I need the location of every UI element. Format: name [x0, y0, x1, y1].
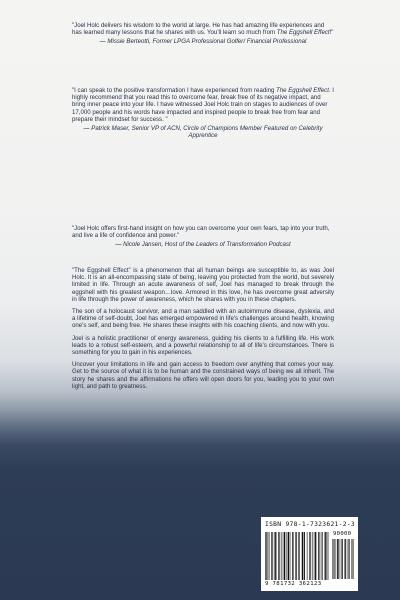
barcode-bar [314, 532, 315, 580]
barcode-bar [278, 532, 279, 580]
price-code-label: 90000 [333, 531, 352, 537]
testimonial-1-attribution: — Missie Berteotti, Former LPGA Professional Golfer/ Financial Professional [99, 37, 307, 45]
barcode-bar [307, 532, 308, 580]
barcode-bar [281, 532, 282, 580]
barcode-bar [295, 532, 296, 580]
testimonial-3-text: "Joel Holc offers first-hand insight on how you can overcome your own fears, tap into your truth, and live a life of confidence and power." [72, 225, 330, 240]
isbn-barcode [261, 517, 358, 591]
barcode-bar [309, 532, 310, 580]
barcode-bar [342, 539, 343, 579]
description-paragraph: The son of a holocaust survivor, and a man saddled with an autoimmune disease, dyslexia, and a lifetime of self-doubt, Joel has emerged empowered in life's challenges around health, knowing one's self, and being free. He shares these insights with his coaching clients, and now with you. [72, 308, 334, 330]
addon-barcode-bars [332, 539, 354, 579]
description-paragraph: Uncover your limitations in life and gain access to freedom over anything that comes your way. Get to the source of what it is to be human and the constrained ways of being we all inherit. The story he shares and the affirmations he offers will open doors for you, leading you to your own light, and path to greatness. [72, 361, 334, 390]
isbn-label: ISBN 978-1-7323621-2-3 [265, 521, 356, 528]
ean-barcode-bars [265, 532, 329, 581]
barcode-bar [283, 532, 284, 580]
barcode-bar [302, 532, 303, 580]
barcode-bar [328, 532, 329, 580]
barcode-bar [321, 532, 322, 580]
barcode-bar [322, 532, 323, 580]
barcode-bar [271, 532, 272, 580]
testimonial-2 [72, 87, 334, 139]
testimonial-3 [72, 225, 334, 248]
barcode-bar [275, 532, 276, 580]
testimonial-2-attribution: — Patrick Maser, Senior VP of ACN, Circle of Champions Member Featured on Celebrity Apprentice [83, 124, 323, 139]
barcode-bar [315, 532, 316, 580]
book-description [72, 267, 334, 395]
ean-digits-label: 9 781732 362123 [265, 581, 322, 587]
barcode-bar [337, 539, 338, 579]
barcode-bar [345, 539, 346, 579]
barcode-bar [269, 532, 270, 580]
barcode-bar [292, 532, 293, 580]
description-paragraph: Joel is a holistic practitioner of energy awareness, guiding his clients to a fulfilling life. His work leads to a robust self-esteem, and a powerful relationship to all of life's circumstances. There is something for you to gain in his experiences. [72, 334, 334, 357]
barcode-bar [274, 532, 275, 580]
barcode-bar [299, 532, 300, 580]
testimonial-2-text: "I can speak to the positive transformation I have experienced from reading The Eggshell Effect. I highly recommend that you read this to overcome fear, break free of its negative impact, and bring inner peace into your life. I have witnessed Joel Holc train on stages to audiences of over 17,000 people and his words have impacted and inspired people to break free from fear and prepare their mindset for success. " [72, 87, 334, 123]
barcode-bar [298, 532, 299, 580]
barcode-bar [284, 532, 285, 580]
barcode-bar [266, 532, 267, 580]
description-paragraph: "The Eggshell Effect" is a phenomenon that all human beings are susceptible to, as was Joel Holc. It is an all-encompassing state of being, leaving you protected from the world, but severely limited in life. Through an acute awareness of self, Joel has managed to break through the eggshell with his greatest weapon…love. Armored in this love, he has overcome great adversity in life through the power of awareness, which he shares with you in these chapters. [72, 267, 334, 303]
barcode-bar [288, 532, 289, 580]
barcode-bar [349, 539, 350, 579]
barcode-bar [326, 532, 327, 580]
barcode-bar [265, 532, 266, 580]
testimonial-3-attribution: — Nicole Jansen, Host of the Leaders of Transformation Podcast [115, 240, 291, 248]
barcode-bar [338, 539, 339, 579]
barcode-bar [287, 532, 288, 580]
barcode-bar [268, 532, 269, 580]
barcode-bar [318, 532, 319, 580]
barcode-bar [304, 532, 305, 580]
testimonial-1-text: "Joel Holc delivers his wisdom to the world at large. He has had amazing life experiences and has learned many lessons that he shares with us. You'll learn so much from The Eggshell Effect!" [72, 22, 334, 37]
barcode-bar [312, 532, 313, 580]
barcode-bar [325, 532, 326, 580]
testimonial-1 [72, 22, 334, 45]
barcode-bar [290, 532, 291, 580]
